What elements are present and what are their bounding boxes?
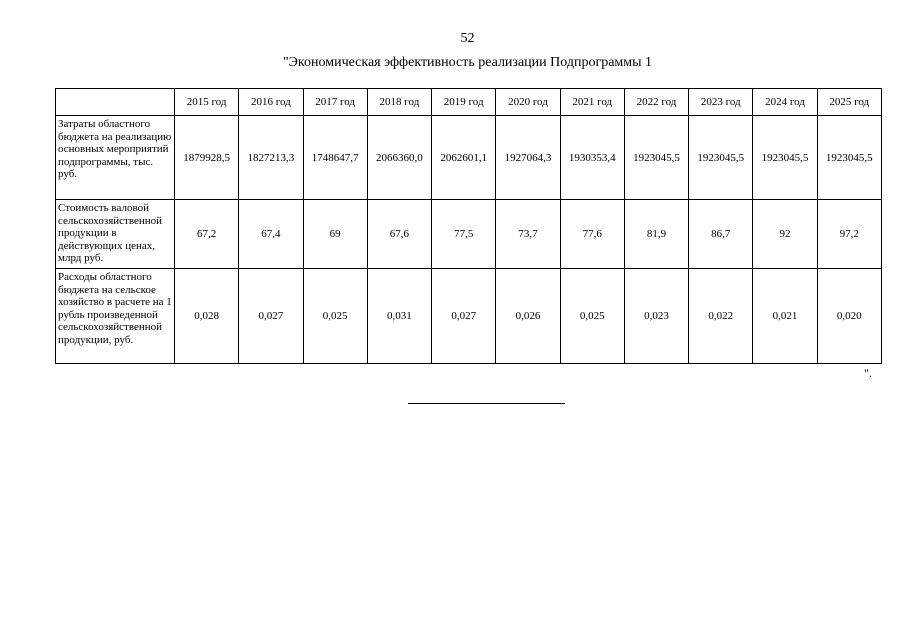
table-cell: 0,022 <box>689 269 753 364</box>
year-header: 2019 год <box>432 89 496 116</box>
table-cell: 0,028 <box>175 269 239 364</box>
table-cell: 0,020 <box>817 269 881 364</box>
table-cell: 67,4 <box>239 200 303 269</box>
year-header: 2017 год <box>303 89 367 116</box>
year-header: 2021 год <box>560 89 624 116</box>
table-cell: 0,021 <box>753 269 817 364</box>
table-cell: 1879928,5 <box>175 116 239 200</box>
table-cell: 1827213,3 <box>239 116 303 200</box>
table-cell: 77,5 <box>432 200 496 269</box>
table-cell: 0,026 <box>496 269 560 364</box>
table-cell: 1748647,7 <box>303 116 367 200</box>
table-cell: 92 <box>753 200 817 269</box>
table-cell: 67,6 <box>367 200 431 269</box>
year-header: 2020 год <box>496 89 560 116</box>
table-cell: 0,025 <box>560 269 624 364</box>
closing-quote-mark: ". <box>864 366 872 380</box>
table-cell: 69 <box>303 200 367 269</box>
year-header: 2022 год <box>624 89 688 116</box>
row-label: Стоимость валовой сельскохозяйственной продукции в действующих ценах, млрд руб. <box>56 200 175 269</box>
separator-line <box>408 403 565 404</box>
table-cell: 81,9 <box>624 200 688 269</box>
row-label: Затраты областного бюджета на реализацию основных мероприятий подпрограммы, тыс. руб. <box>56 116 175 200</box>
table-cell: 1923045,5 <box>624 116 688 200</box>
table-row <box>56 116 882 200</box>
table-cell: 2066360,0 <box>367 116 431 200</box>
year-header: 2016 год <box>239 89 303 116</box>
table-row <box>56 269 882 364</box>
table-cell: 73,7 <box>496 200 560 269</box>
header-corner-cell <box>56 89 175 116</box>
table-cell: 2062601,1 <box>432 116 496 200</box>
row-label: Расходы областного бюджета на сельское хозяйство в расчете на 1 рубль произведенной сельскохозяйственной продукции, руб. <box>56 269 175 364</box>
year-header: 2025 год <box>817 89 881 116</box>
table-cell: 67,2 <box>175 200 239 269</box>
table-cell: 86,7 <box>689 200 753 269</box>
efficiency-table <box>55 88 882 364</box>
table-cell: 1923045,5 <box>753 116 817 200</box>
table-cell: 0,023 <box>624 269 688 364</box>
year-header: 2024 год <box>753 89 817 116</box>
table-cell: 77,6 <box>560 200 624 269</box>
table-cell: 0,027 <box>432 269 496 364</box>
table-cell: 0,025 <box>303 269 367 364</box>
year-header: 2023 год <box>689 89 753 116</box>
table-row <box>56 200 882 269</box>
table-cell: 1930353,4 <box>560 116 624 200</box>
page-number: 52 <box>460 31 475 46</box>
header-row <box>56 89 882 116</box>
table-cell: 0,027 <box>239 269 303 364</box>
table-cell: 1923045,5 <box>689 116 753 200</box>
document-title: "Экономическая эффективность реализации Подпрограммы 1 <box>282 55 653 70</box>
table-cell: 0,031 <box>367 269 431 364</box>
year-header: 2015 год <box>175 89 239 116</box>
table-cell: 97,2 <box>817 200 881 269</box>
table-cell: 1927064,3 <box>496 116 560 200</box>
year-header: 2018 год <box>367 89 431 116</box>
table-cell: 1923045,5 <box>817 116 881 200</box>
